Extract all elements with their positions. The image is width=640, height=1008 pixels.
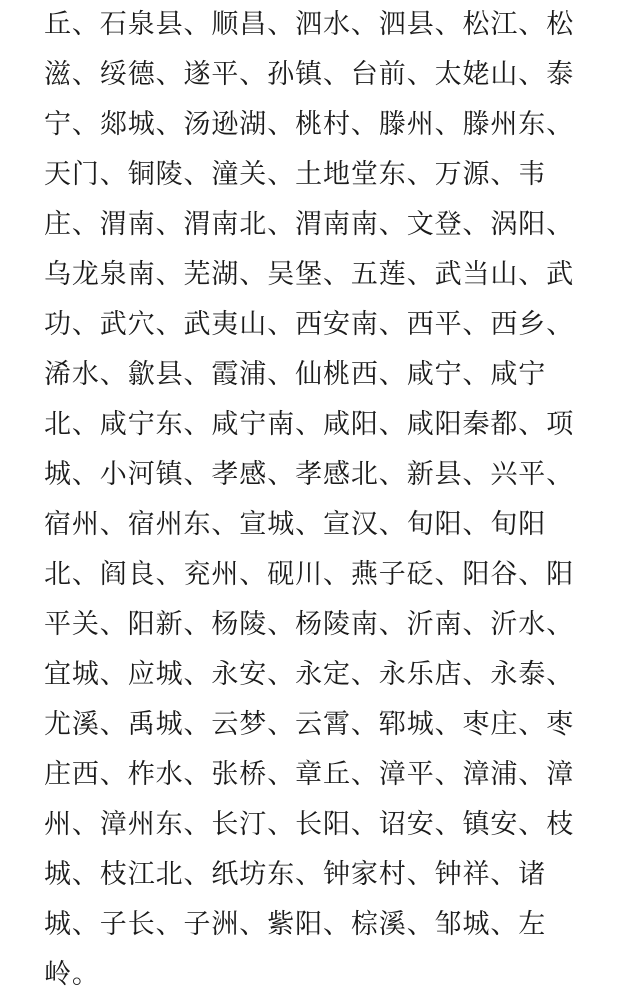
text-line-13: 平关、阳新、杨陵、杨陵南、沂南、沂水、 <box>44 609 575 640</box>
text-line-19: 城、子长、子洲、紫阳、棕溪、邹城、左 <box>44 909 547 940</box>
text-line-3: 宁、郯城、汤逊湖、桃村、滕州、滕州东、 <box>44 109 575 140</box>
text-line-10: 城、小河镇、孝感、孝感北、新县、兴平、 <box>44 459 575 490</box>
text-line-9: 北、咸宁东、咸宁南、咸阳、咸阳秦都、项 <box>44 409 575 440</box>
text-line-12: 北、阎良、兖州、砚川、燕子砭、阳谷、阳 <box>44 559 575 590</box>
text-line-7: 功、武穴、武夷山、西安南、西平、西乡、 <box>44 309 575 340</box>
text-line-14: 宜城、应城、永安、永定、永乐店、永泰、 <box>44 659 575 690</box>
text-line-4: 天门、铜陵、潼关、土地堂东、万源、韦 <box>44 159 547 190</box>
text-line-18: 城、枝江北、纸坊东、钟家村、钟祥、诸 <box>44 859 547 890</box>
text-line-8: 浠水、歙县、霞浦、仙桃西、咸宁、咸宁 <box>44 359 547 390</box>
text-line-11: 宿州、宿州东、宣城、宣汉、旬阳、旬阳 <box>44 509 547 540</box>
text-line-16: 庄西、柞水、张桥、章丘、漳平、漳浦、漳 <box>44 759 575 790</box>
text-line-17: 州、漳州东、长汀、长阳、诏安、镇安、枝 <box>44 809 575 840</box>
text-line-2: 滋、绥德、遂平、孙镇、台前、太姥山、泰 <box>44 59 575 90</box>
text-line-15: 尤溪、禹城、云梦、云霄、郓城、枣庄、枣 <box>44 709 575 740</box>
text-line-1: 丘、石泉县、顺昌、泗水、泗县、松江、松 <box>44 9 575 40</box>
text-line-20: 岭。 <box>44 959 100 990</box>
text-line-5: 庄、渭南、渭南北、渭南南、文登、涡阳、 <box>44 209 575 240</box>
text-line-6: 乌龙泉南、芜湖、吴堡、五莲、武当山、武 <box>44 259 575 290</box>
